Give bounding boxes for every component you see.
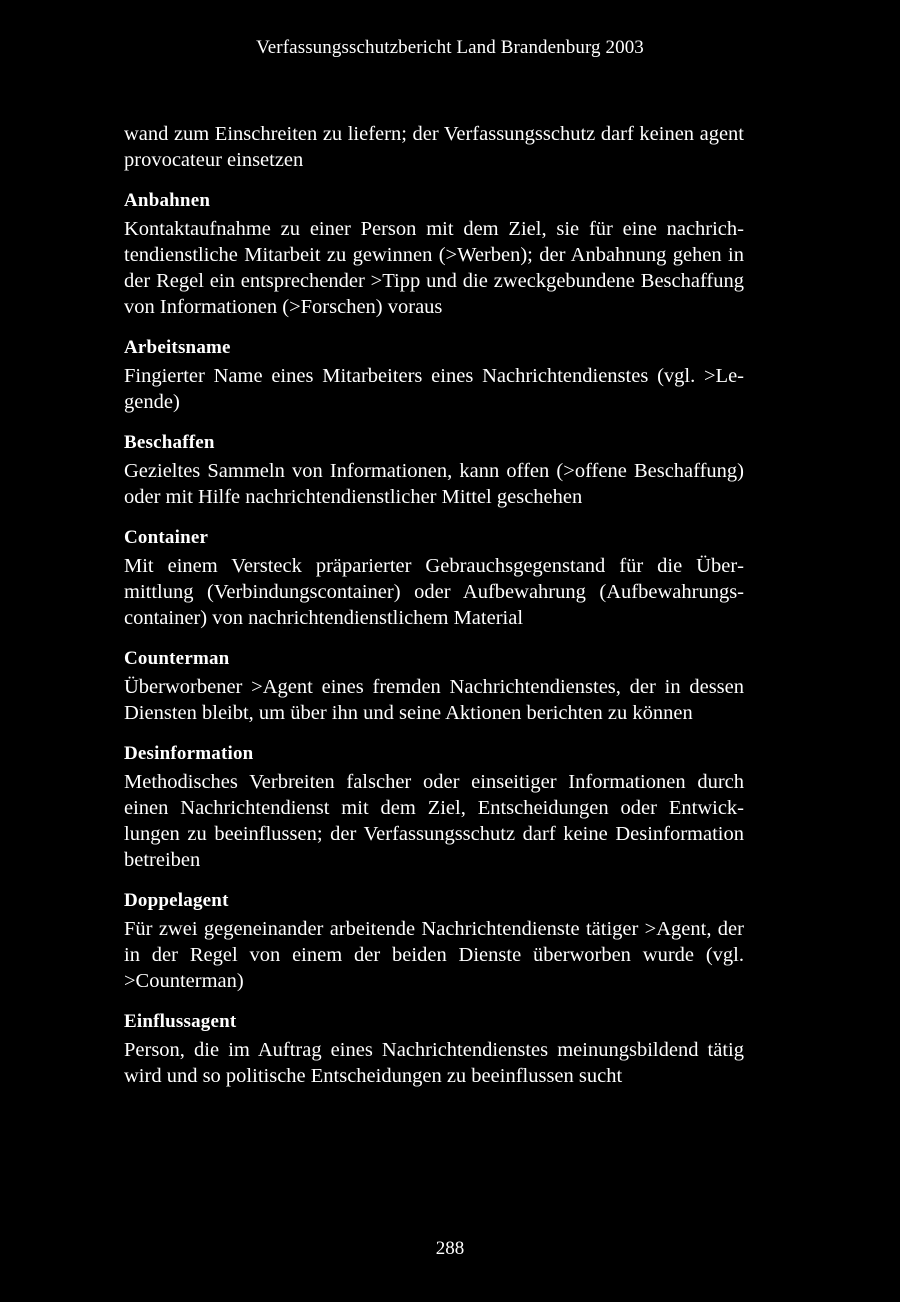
- glossary-definition: Kontaktaufnahme zu einer Person mit dem Ziel, sie für eine nachrichtendienstliche Mitarbeit zu gewinnen (>Werben); der Anbahnung gehen in der Regel ein entsprechender >Tipp und die zweckgebundene Beschaffung von Informationen (>Forschen) voraus: [124, 218, 744, 318]
- glossary-definition: Fingierter Name eines Mitarbeiters eines Nachrichtendienstes (vgl. >Legende): [124, 365, 744, 413]
- glossary-term: Doppelagent: [124, 890, 229, 911]
- glossary-definition: Methodisches Verbreiten falscher oder einseitiger Informationen durch einen Nachrichtendienst mit dem Ziel, Entscheidungen oder Entwicklungen zu beeinflussen; der Verfassungsschutz darf keine Desinformation betreiben: [124, 771, 744, 871]
- glossary-entry-doppelagent: [124, 889, 744, 994]
- glossary-entry-arbeitsname: [124, 336, 744, 415]
- glossary-entry-beschaffen: [124, 431, 744, 510]
- glossary-term: Desinformation: [124, 743, 254, 764]
- glossary-entry-desinformation: [124, 742, 744, 873]
- running-header: Verfassungsschutzbericht Land Brandenburg 2003: [256, 37, 644, 58]
- glossary-entry-container: [124, 526, 744, 631]
- glossary-definition: Überworbener >Agent eines fremden Nachrichtendienstes, der in dessen Diensten bleibt, um über ihn und seine Aktionen berichten zu können: [124, 676, 744, 724]
- glossary-entry-einflussagent: [124, 1010, 744, 1089]
- glossary-definition: Person, die im Auftrag eines Nachrichtendienstes meinungsbildend tätig wird und so politische Entscheidungen zu beeinflussen sucht: [124, 1039, 744, 1087]
- continued-paragraph: wand zum Einschreiten zu liefern; der Verfassungsschutz darf keinen agent provocateur einsetzen: [124, 123, 744, 171]
- glossary-entry-counterman: [124, 647, 744, 726]
- page-number: 288: [435, 1238, 465, 1259]
- glossary-content: [124, 121, 744, 1089]
- glossary-term: Beschaffen: [124, 432, 215, 453]
- glossary-definition: Gezieltes Sammeln von Informationen, kann offen (>offene Beschaffung) oder mit Hilfe nachrichtendienstlicher Mittel geschehen: [124, 460, 744, 508]
- glossary-term: Anbahnen: [124, 190, 211, 211]
- glossary-definition: Mit einem Versteck präparierter Gebrauchsgegenstand für die Übermittlung (Verbindungscontainer) oder Aufbewahrung (Aufbewahrungscontainer) von nachrichtendienstlichem Material: [124, 555, 744, 629]
- glossary-term: Arbeitsname: [124, 337, 231, 358]
- glossary-term: Einflussagent: [124, 1011, 237, 1032]
- glossary-entry-anbahnen: [124, 189, 744, 320]
- glossary-term: Container: [124, 527, 209, 548]
- glossary-term: Counterman: [124, 648, 230, 669]
- glossary-definition: Für zwei gegeneinander arbeitende Nachrichtendienste tätiger >Agent, der in der Regel von einem der beiden Dienste überworben wurde (vgl. >Counterman): [124, 918, 744, 992]
